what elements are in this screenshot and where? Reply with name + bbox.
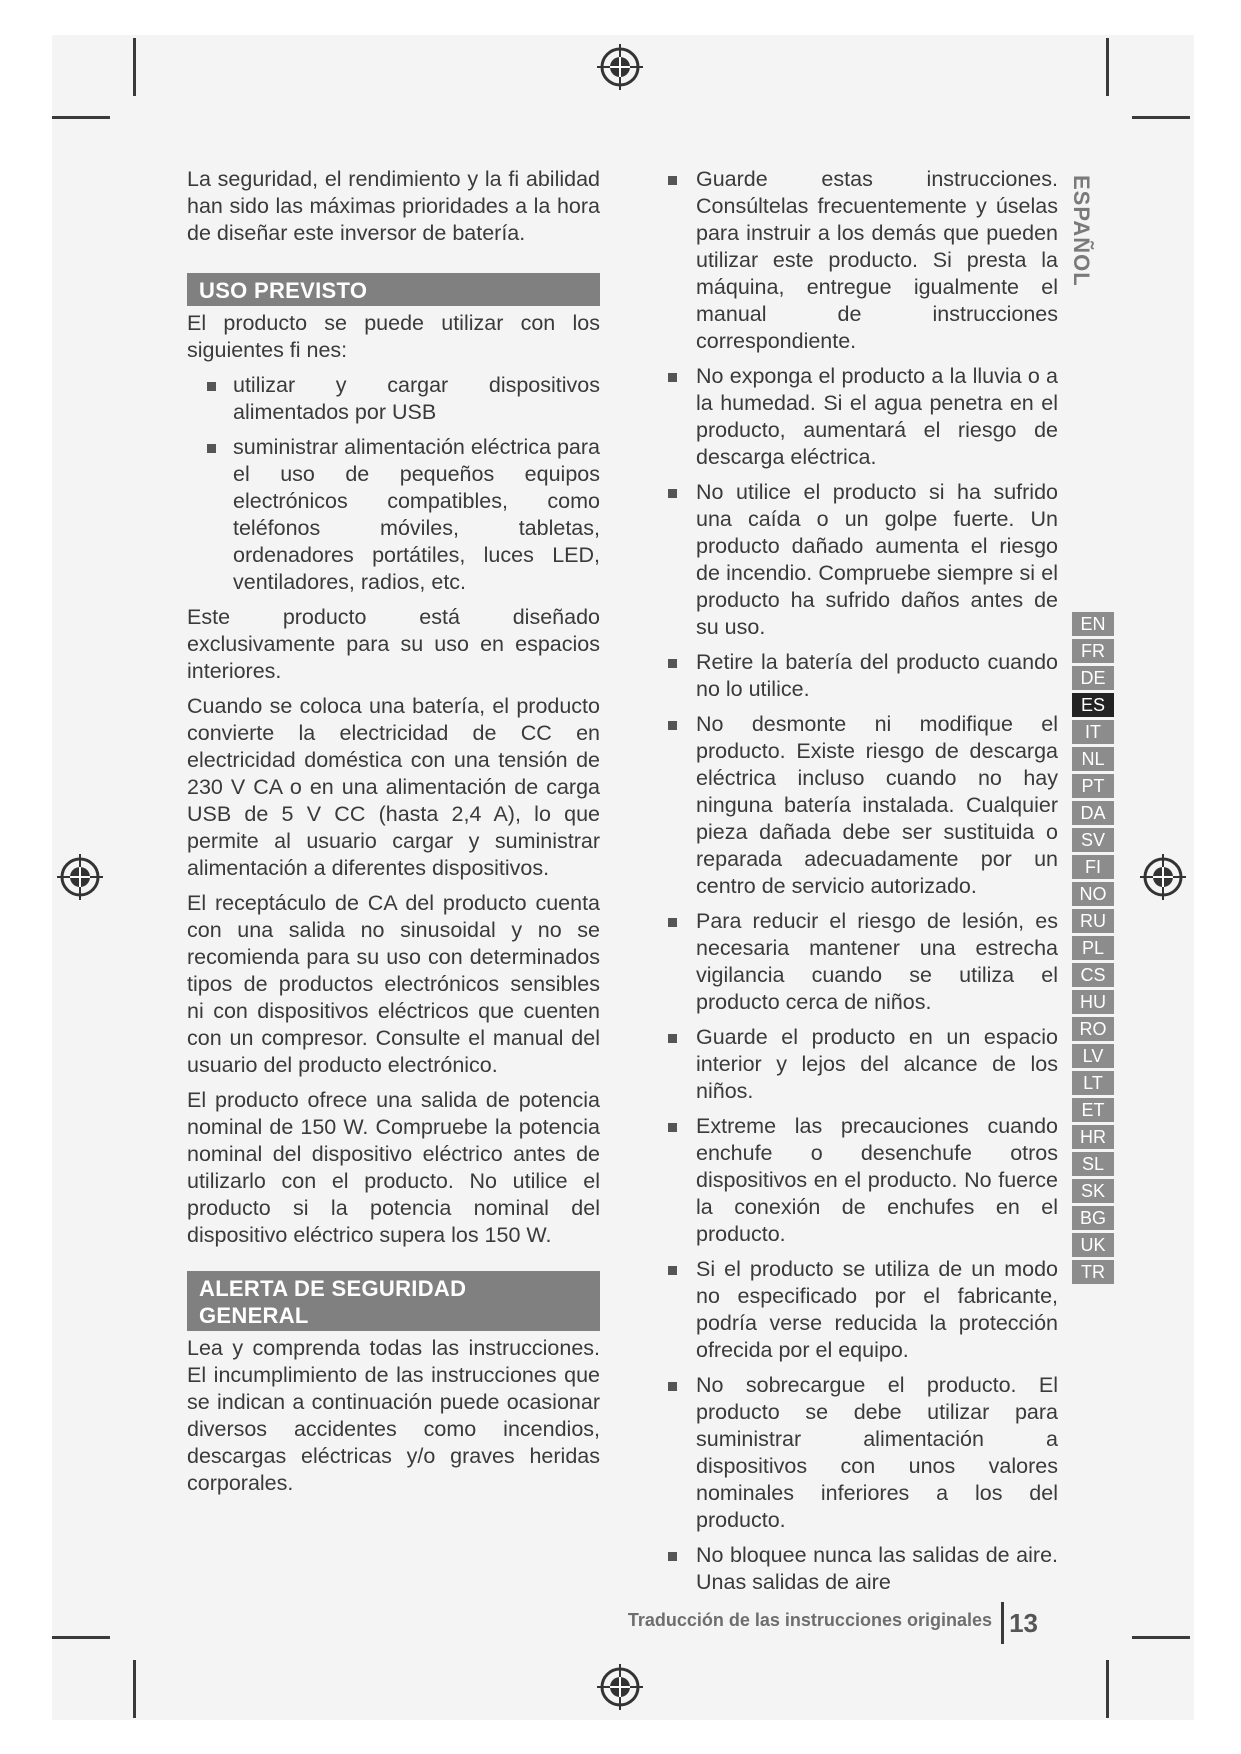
registration-mark-icon [55,852,105,902]
crop-mark [1106,38,1109,96]
language-tab[interactable]: BG [1072,1206,1114,1230]
list-item: No bloquee nunca las salidas de aire. Unas salidas de aire [668,1542,1058,1596]
language-tab[interactable]: HR [1072,1125,1114,1149]
language-tab[interactable]: IT [1072,720,1114,744]
crop-mark [1132,116,1190,119]
language-tab[interactable]: SV [1072,828,1114,852]
list-item: suministrar alimentación eléctrica para el uso de pequeños equipos electrónicos compatibles, como teléfonos móviles, tabletas, ordenadores portátiles, luces LED, ventiladores, radios, etc. [187,434,600,596]
list-item: utilizar y cargar dispositivos alimentados por USB [187,372,600,426]
language-tab[interactable]: FI [1072,855,1114,879]
language-tab-active[interactable]: ES [1072,693,1114,717]
language-tab[interactable]: ET [1072,1098,1114,1122]
language-tab[interactable]: SK [1072,1179,1114,1203]
left-column [187,166,600,1505]
footer-divider [1001,1602,1004,1644]
list-item: No sobrecargue el producto. El producto se debe utilizar para suministrar alimentación a dispositivos con unos valores nominales inferiores a los del producto. [668,1372,1058,1534]
language-tab[interactable]: HU [1072,990,1114,1014]
list-item: Si el producto se utiliza de un modo no especificado por el fabricante, podría verse reducida la protección ofrecida por el equipo. [668,1256,1058,1364]
language-tab[interactable]: LT [1072,1071,1114,1095]
language-tab[interactable]: DA [1072,801,1114,825]
right-column [668,166,1058,1604]
section-heading-alerta: ALERTA DE SEGURIDAD GENERAL [187,1271,600,1331]
language-label: ESPAÑOL [1069,175,1094,287]
list-item: Guarde el producto en un espacio interior y lejos del alcance de los niños. [668,1024,1058,1105]
language-tab[interactable]: RO [1072,1017,1114,1041]
paragraph: Lea y comprenda todas las instrucciones. El incumplimiento de las instrucciones que se indican a continuación puede ocasionar diversos accidentes como incendios, descargas eléctricas y/o graves heridas corporales. [187,1336,600,1495]
list-item: Guarde estas instrucciones. Consúltelas frecuentemente y úselas para instruir a los demás que pueden utilizar este producto. Si presta la máquina, entregue igualmente el manual de instrucciones correspondiente. [668,166,1058,355]
page-footer [600,1602,1040,1646]
paragraph: Este producto está diseñado exclusivamente para su uso en espacios interiores. [187,605,600,683]
language-tab[interactable]: TR [1072,1260,1114,1284]
crop-mark [52,116,110,119]
language-tab[interactable]: LV [1072,1044,1114,1068]
registration-mark-icon [595,42,645,92]
language-tab[interactable]: UK [1072,1233,1114,1257]
list-item: No utilice el producto si ha sufrido una caída o un golpe fuerte. Un producto dañado aumenta el riesgo de incendio. Compruebe siempre si el producto ha sufrido daños antes de su uso. [668,479,1058,641]
language-tab[interactable]: SL [1072,1152,1114,1176]
list-item: Retire la batería del producto cuando no lo utilice. [668,649,1058,703]
crop-mark [1106,1660,1109,1718]
crop-mark [52,1636,110,1639]
list-item: No desmonte ni modifique el producto. Existe riesgo de descarga eléctrica incluso cuando no hay ninguna batería instalada. Cualquier pieza dañada debe ser sustituida o reparada adecuadamente por un centro de servicio autorizado. [668,711,1058,900]
uses-list [187,372,600,596]
footer-text: Traducción de las instrucciones originales [627,1610,992,1630]
safety-list [668,166,1058,1596]
language-tab[interactable]: DE [1072,666,1114,690]
list-item: No exponga el producto a la lluvia o a la humedad. Si el agua penetra en el producto, aumentará el riesgo de descarga eléctrica. [668,363,1058,471]
crop-mark [1132,1636,1190,1639]
list-item: Para reducir el riesgo de lesión, es necesaria mantener una estrecha vigilancia cuando se utiliza el producto cerca de niños. [668,908,1058,1016]
language-tab[interactable]: PT [1072,774,1114,798]
language-tabs [1072,612,1114,1287]
language-tab[interactable]: FR [1072,639,1114,663]
paragraph: El producto ofrece una salida de potencia nominal de 150 W. Compruebe la potencia nominal del dispositivo eléctrico antes de utilizarlo con el producto. No utilice el producto si la potencia nominal del dispositivo eléctrico supera los 150 W. [187,1088,600,1247]
intro-paragraph: La seguridad, el rendimiento y la fi abilidad han sido las máximas prioridades a la hora de diseñar este inversor de batería. [187,167,600,245]
list-item: Extreme las precauciones cuando enchufe o desenchufe otros dispositivos en el producto. No fuerce la conexión de enchufes en el producto. [668,1113,1058,1248]
page-number: 13 [1009,1608,1038,1638]
crop-mark [133,38,136,96]
crop-mark [133,1660,136,1718]
section-intro: El producto se puede utilizar con los siguientes fi nes: [187,311,600,362]
language-tab[interactable]: NO [1072,882,1114,906]
registration-mark-icon [595,1662,645,1712]
language-tab[interactable]: RU [1072,909,1114,933]
paragraph: Cuando se coloca una batería, el producto convierte la electricidad de CC en electricidad doméstica con una tensión de 230 V CA o en una alimentación de carga USB de 5 V CC (hasta 2,4 A), lo que permite al usuario cargar y suministrar alimentación a diferentes dispositivos. [187,694,600,880]
language-tab[interactable]: PL [1072,936,1114,960]
language-tab[interactable]: EN [1072,612,1114,636]
registration-mark-icon [1138,852,1188,902]
paragraph: El receptáculo de CA del producto cuenta con una salida no sinusoidal y no se recomienda para su uso con determinados tipos de productos electrónicos sensibles ni con dispositivos eléctricos que cuenten con un compresor. Consulte el manual del usuario del producto electrónico. [187,891,600,1077]
language-tab[interactable]: NL [1072,747,1114,771]
language-tab[interactable]: CS [1072,963,1114,987]
section-heading-uso-previsto: USO PREVISTO [187,273,600,306]
